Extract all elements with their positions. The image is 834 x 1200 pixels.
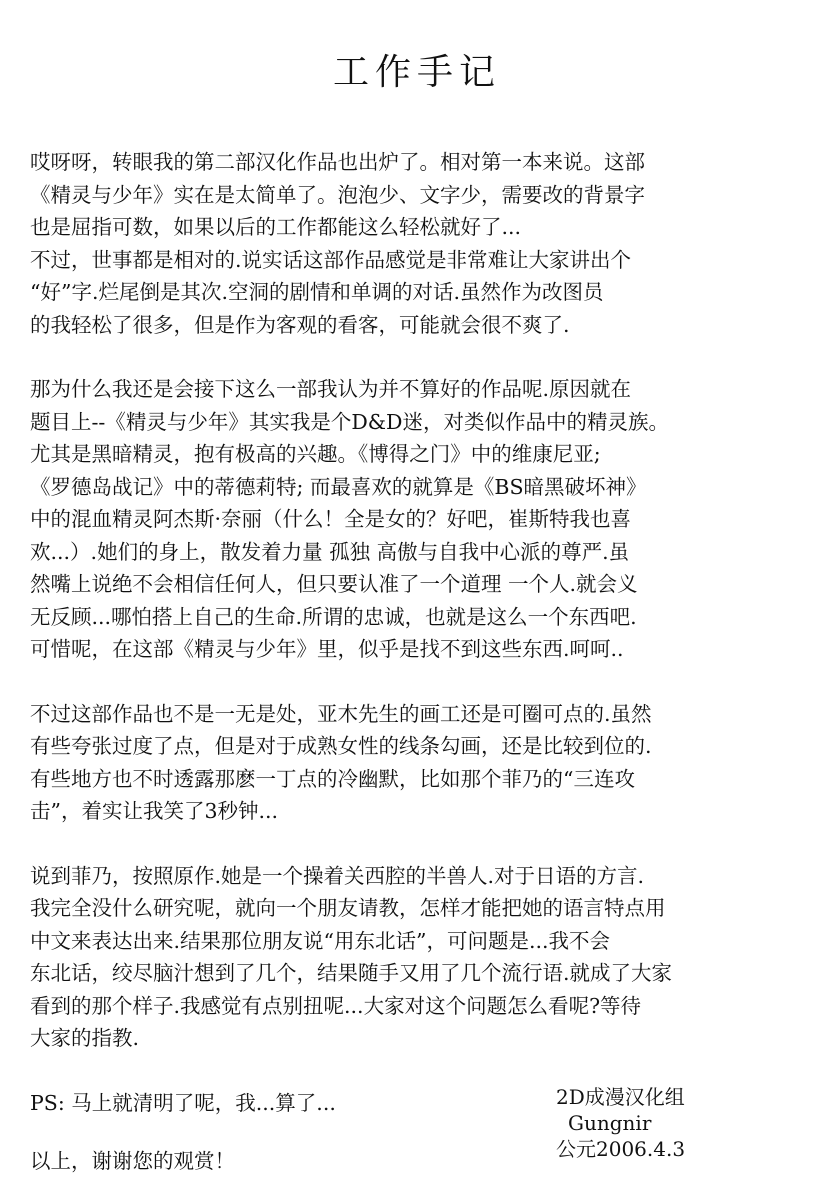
- text-line: 《精灵与少年》实在是太简单了。泡泡少、文字少，需要改的背景字: [30, 182, 645, 207]
- page-title: 工作手记: [332, 52, 501, 93]
- text-line: 尤其是黑暗精灵，抱有极高的兴趣。《博得之门》中的维康尼亚;: [30, 442, 601, 466]
- postscript: PS: 马上就清明了呢，我...算了...: [30, 1090, 336, 1115]
- text-line: 也是屈指可数，如果以后的工作都能这么轻松就好了...: [30, 215, 522, 239]
- text-line: “好”字.烂尾倒是其次.空洞的剧情和单调的对话.虽然作为改图员: [30, 280, 604, 304]
- text-line: 击”，着实让我笑了3秒钟...: [30, 799, 279, 823]
- text-line: 可惜呢，在这部《精灵与少年》里，似乎是找不到这些东西.呵呵..: [30, 637, 624, 661]
- text-line: 中的混血精灵阿杰斯·奈丽（什么！全是女的？好吧，崔斯特我也喜: [30, 507, 632, 531]
- text-line: 说到菲乃，按照原作.她是一个操着关西腔的半兽人.对于日语的方言.: [30, 863, 645, 888]
- text-line: 欢...）.她们的身上，散发着力量 孤独 高傲与自我中心派的尊严.虽: [30, 539, 630, 564]
- paragraph-4: [30, 860, 810, 1055]
- text-line: 的我轻松了很多，但是作为客观的看客，可能就会很不爽了.: [30, 312, 570, 337]
- text-line: 无反顾...哪怕搭上自己的生命.所谓的忠诚，也就是这么一个东西吧.: [30, 604, 637, 629]
- text-line: 有些地方也不时透露那麽一丁点的冷幽默，比如那个菲乃的“三连攻: [30, 766, 635, 791]
- text-line: 不过这部作品也不是一无是处，亚木先生的画工还是可圈可点的.虽然: [30, 701, 652, 726]
- text-line: 《罗德岛战记》中的蒂德莉特; 而最喜欢的就算是《BS暗黑破坏神》: [30, 474, 647, 499]
- text-line: 东北话，绞尽脑汁想到了几个，结果随手又用了几个流行语.就成了大家: [30, 961, 673, 985]
- document-body: [30, 146, 810, 1178]
- text-line: 哎呀呀，转眼我的第二部汉化作品也出炉了。相对第一本来说。这部: [30, 150, 645, 174]
- text-line: 看到的那个样子.我感觉有点别扭呢...大家对这个问题怎么看呢?等待: [30, 993, 642, 1018]
- text-line: 然嘴上说绝不会相信任何人，但只要认准了一个道理 一个人.就会义: [30, 572, 638, 596]
- signature-name: Gungnir: [568, 1111, 652, 1135]
- text-line: 那为什么我还是会接下这么一部我认为并不算好的作品呢.原因就在: [30, 377, 632, 401]
- paragraph-2: [30, 373, 810, 666]
- text-line: 不过，世事都是相对的.说实话这部作品感觉是非常难让大家讲出个: [30, 247, 632, 272]
- signature-block: [556, 1084, 685, 1162]
- signature-group: 2D成漫汉化组: [556, 1085, 685, 1109]
- text-line: 有些夸张过度了点，但是对于成熟女性的线条勾画，还是比较到位的.: [30, 734, 652, 758]
- text-line: 我完全没什么研究呢，就向一个朋友请教，怎样才能把她的语言特点用: [30, 896, 666, 920]
- text-line: 题目上--《精灵与少年》其实我是个D&D迷，对类似作品中的精灵族。: [30, 409, 669, 434]
- closing-line: 以上，谢谢您的观赏！: [30, 1149, 235, 1173]
- text-line: 中文来表达出来.结果那位朋友说“用东北话”，可问题是...我不会: [30, 928, 611, 953]
- signature-date: 公元2006.4.3: [556, 1137, 686, 1161]
- paragraph-3: [30, 698, 810, 828]
- paragraph-1: [30, 146, 810, 341]
- text-line: 大家的指教.: [30, 1026, 140, 1050]
